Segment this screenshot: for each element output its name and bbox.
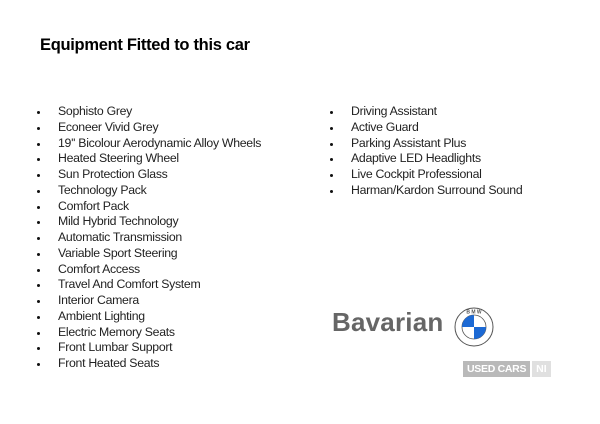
equipment-item	[327, 136, 522, 152]
used-cars-label: USED CARS	[463, 361, 530, 377]
equipment-item	[34, 356, 261, 372]
bullet-icon	[37, 127, 40, 130]
bullet-icon	[37, 111, 40, 114]
svg-text:B M W: B M W	[466, 309, 482, 316]
bullet-icon	[37, 253, 40, 256]
equipment-item-label: Driving Assistant	[351, 104, 437, 118]
bullet-icon	[37, 269, 40, 272]
equipment-item	[34, 246, 261, 262]
equipment-item	[327, 183, 522, 199]
bullet-icon	[330, 143, 333, 146]
equipment-item-label: Automatic Transmission	[58, 230, 182, 244]
equipment-item-label: Electric Memory Seats	[58, 324, 175, 339]
equipment-item	[327, 104, 522, 120]
bullet-icon	[330, 158, 333, 161]
used-cars-badge	[463, 361, 551, 377]
bullet-icon	[37, 174, 40, 177]
equipment-item-label: 19'' Bicolour Aerodynamic Alloy Wheels	[58, 135, 262, 150]
bullet-icon	[37, 332, 40, 335]
equipment-list-right	[327, 104, 522, 199]
equipment-item	[34, 309, 261, 325]
equipment-item-label: Harman/Kardon Surround Sound	[351, 182, 523, 197]
equipment-item-label: Mild Hybrid Technology	[58, 214, 179, 229]
equipment-item-label: Sophisto Grey	[58, 104, 133, 118]
bullet-icon	[37, 300, 40, 303]
equipment-item	[34, 340, 261, 356]
bullet-icon	[37, 363, 40, 366]
equipment-item-label: Heated Steering Wheel	[58, 151, 179, 166]
bullet-icon	[37, 284, 40, 287]
equipment-item-label: Live Cockpit Professional	[351, 167, 482, 181]
equipment-item-label: Comfort Pack	[58, 198, 129, 213]
bullet-icon	[37, 221, 40, 224]
bullet-icon	[330, 190, 333, 193]
equipment-item	[34, 167, 261, 183]
equipment-item-label: Parking Assistant Plus	[351, 135, 467, 150]
equipment-item-label: Variable Sport Steering	[58, 245, 178, 260]
equipment-item	[327, 151, 522, 167]
equipment-item-label: Technology Pack	[58, 182, 147, 197]
equipment-item	[327, 167, 522, 183]
equipment-item	[34, 199, 261, 215]
bullet-icon	[37, 143, 40, 146]
equipment-item-label: Front Lumbar Support	[58, 340, 173, 355]
bullet-icon	[37, 237, 40, 240]
bavarian-logo-text: Bavarian	[332, 307, 444, 337]
bullet-icon	[37, 347, 40, 350]
equipment-item-label: Travel And Comfort System	[58, 277, 201, 292]
equipment-item	[34, 183, 261, 199]
bullet-icon	[330, 111, 333, 114]
equipment-item	[34, 151, 261, 167]
equipment-item-label: Interior Camera	[58, 293, 139, 307]
equipment-item	[34, 104, 261, 120]
page-title: Equipment Fitted to this car	[40, 36, 250, 54]
equipment-item-label: Adaptive LED Headlights	[351, 151, 481, 166]
bullet-icon	[330, 127, 333, 130]
equipment-item	[34, 325, 261, 341]
equipment-item	[34, 277, 261, 293]
equipment-item	[327, 120, 522, 136]
equipment-item	[34, 262, 261, 278]
equipment-item	[34, 293, 261, 309]
region-label: NI	[532, 361, 551, 377]
bullet-icon	[37, 190, 40, 193]
equipment-item-label: Front Heated Seats	[58, 356, 160, 370]
bullet-icon	[330, 174, 333, 177]
equipment-list-left	[34, 104, 261, 372]
equipment-item	[34, 120, 261, 136]
bullet-icon	[37, 158, 40, 161]
bullet-icon	[37, 316, 40, 319]
equipment-item-label: Active Guard	[351, 119, 419, 134]
bullet-icon	[37, 206, 40, 209]
equipment-item-label: Econeer Vivid Grey	[58, 119, 159, 134]
equipment-item	[34, 230, 261, 246]
equipment-item	[34, 136, 261, 152]
equipment-item-label: Comfort Access	[58, 261, 140, 276]
equipment-item	[34, 214, 261, 230]
equipment-item-label: Sun Protection Glass	[58, 167, 168, 181]
equipment-item-label: Ambient Lighting	[58, 308, 145, 323]
bmw-roundel-icon	[454, 307, 494, 347]
